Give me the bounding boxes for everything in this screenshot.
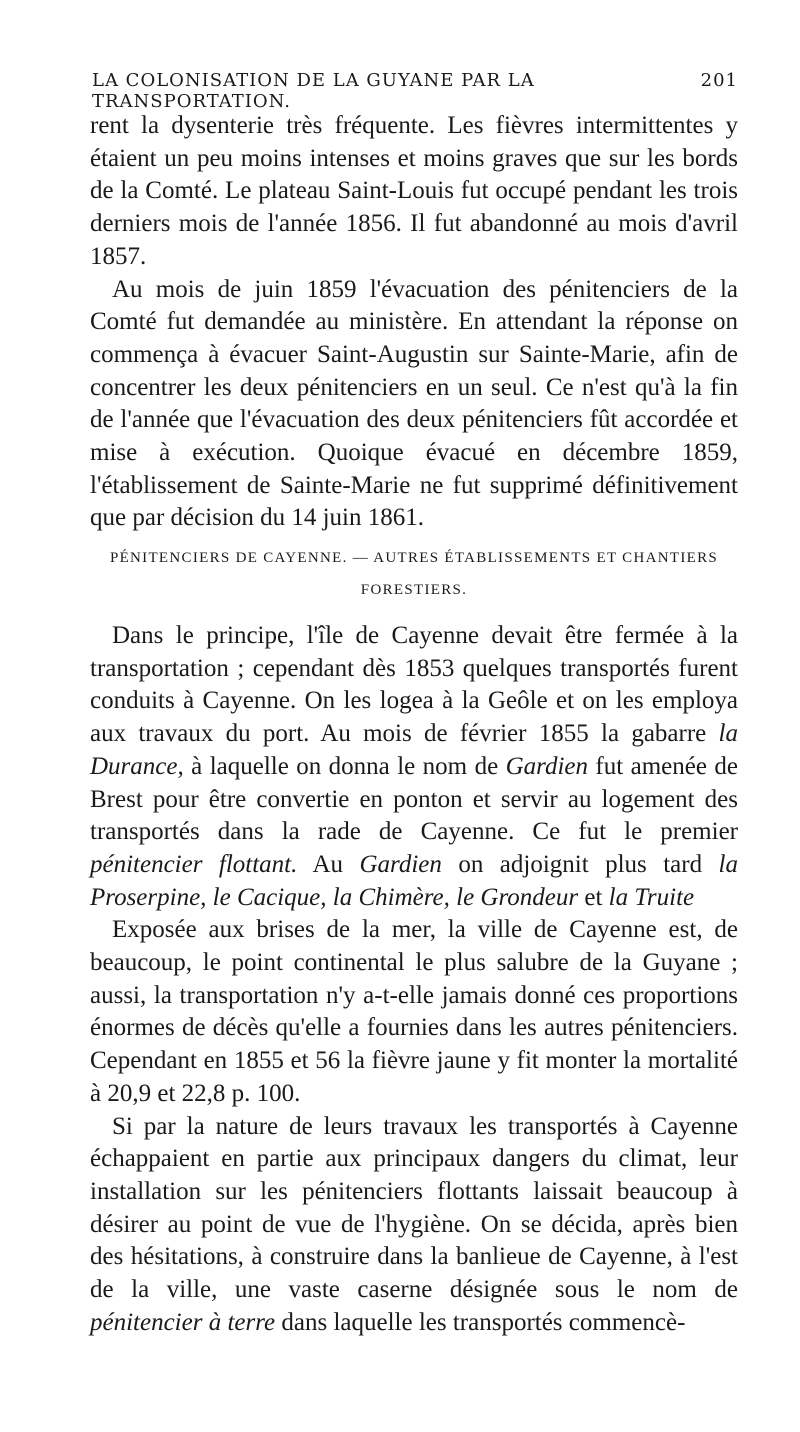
paragraph-penitencier-a-terre: Si par la nature de leurs travaux les transportés à Cayenne échappaient en partie aux principaux dangers du climat, leur installation sur les pénitenciers flottants laissait beaucoup à désirer au point de vue de l'hygiène. On se décida, après bien des hésitations, à construire dans la banlieue de Cayenne, à l'est de la ville, une vaste caserne désignée sous le nom de pénitencier à terre dans laquelle les transportés commencè- — [90, 1112, 738, 1336]
running-title: LA COLONISATION DE LA GUYANE PAR LA TRANSPORTATION. — [92, 70, 535, 112]
term: pénitencier flottant. — [90, 850, 298, 878]
paragraph-evacuation: Au mois de juin 1859 l'évacuation des pénitenciers de la Comté fut demandée au ministère. En attendant la réponse on commença à évacuer Saint-Augustin sur Sainte-Marie, afin de concentrer les deux pénitenciers en un seul. Ce n'est qu'à la fin de l'année que l'évacuation des deux pénitenciers fût accordée et mise à exécution. Quoique évacué en décembre 1859, l'établissement de Sainte-Marie ne fut supprimé définitivement que par décision du 14 juin 1861. — [90, 275, 738, 532]
paragraph-continued: rent la dysenterie très fréquente. Les fièvres intermittentes y étaient un peu moins intenses et moins graves que sur les bords de la Comté. Le plateau Saint-Louis fut occupé pendant les trois derniers mois de l'année 1856. Il fut abandonné au mois d'avril 1857. — [90, 112, 738, 270]
paragraph-cayenne-health: Exposée aux brises de la mer, la ville de Cayenne est, de beaucoup, le point continental le plus salubre de la Guyane ; aussi, la transportation n'y a-t-elle jamais donné ces proportions énormes de décès qu'elle a fournies dans les autres pénitenciers. Cependant en 1855 et 56 la fièvre jaune y fit monter la mortalité à 20,9 et 22,8 p. 100. — [90, 916, 738, 1107]
body-text-bottom — [90, 620, 738, 1339]
running-header — [92, 70, 738, 112]
section-heading: PÉNITENCIERS DE CAYENNE. — AUTRES ÉTABLISSEMENTS ET CHANTIERS FORESTIERS. — [109, 550, 719, 598]
paragraph-cayenne-pontons: Dans le principe, l'île de Cayenne devait être fermée à la transportation ; cependant dès 1853 quelques transportés furent conduits à Cayenne. On les logea à la Geôle et on les employa aux travaux du port. Au mois de février 1855 la gabarre la Durance, à laquelle on donna le nom de Gardien fut amenée de Brest pour être convertie en ponton et servir au logement des transportés dans la rade de Cayenne. Ce fut le premier pénitencier flottant. Au Gardien on adjoignit plus tard la Proserpine, le Cacique, la Chimère, le Grondeur et la Truite — [90, 622, 738, 911]
page-number: 201 — [700, 70, 738, 91]
ship-name: Gardien — [505, 752, 588, 780]
ship-name: Gardien — [359, 850, 442, 878]
body-text-top — [90, 110, 738, 535]
term: pénitencier à terre — [90, 1308, 276, 1336]
ship-name: la Durance, — [90, 720, 738, 780]
ship-name: la Truite — [608, 883, 695, 911]
ship-names: la Proserpine, le Cacique, la Chimère, le Grondeur — [90, 850, 738, 911]
